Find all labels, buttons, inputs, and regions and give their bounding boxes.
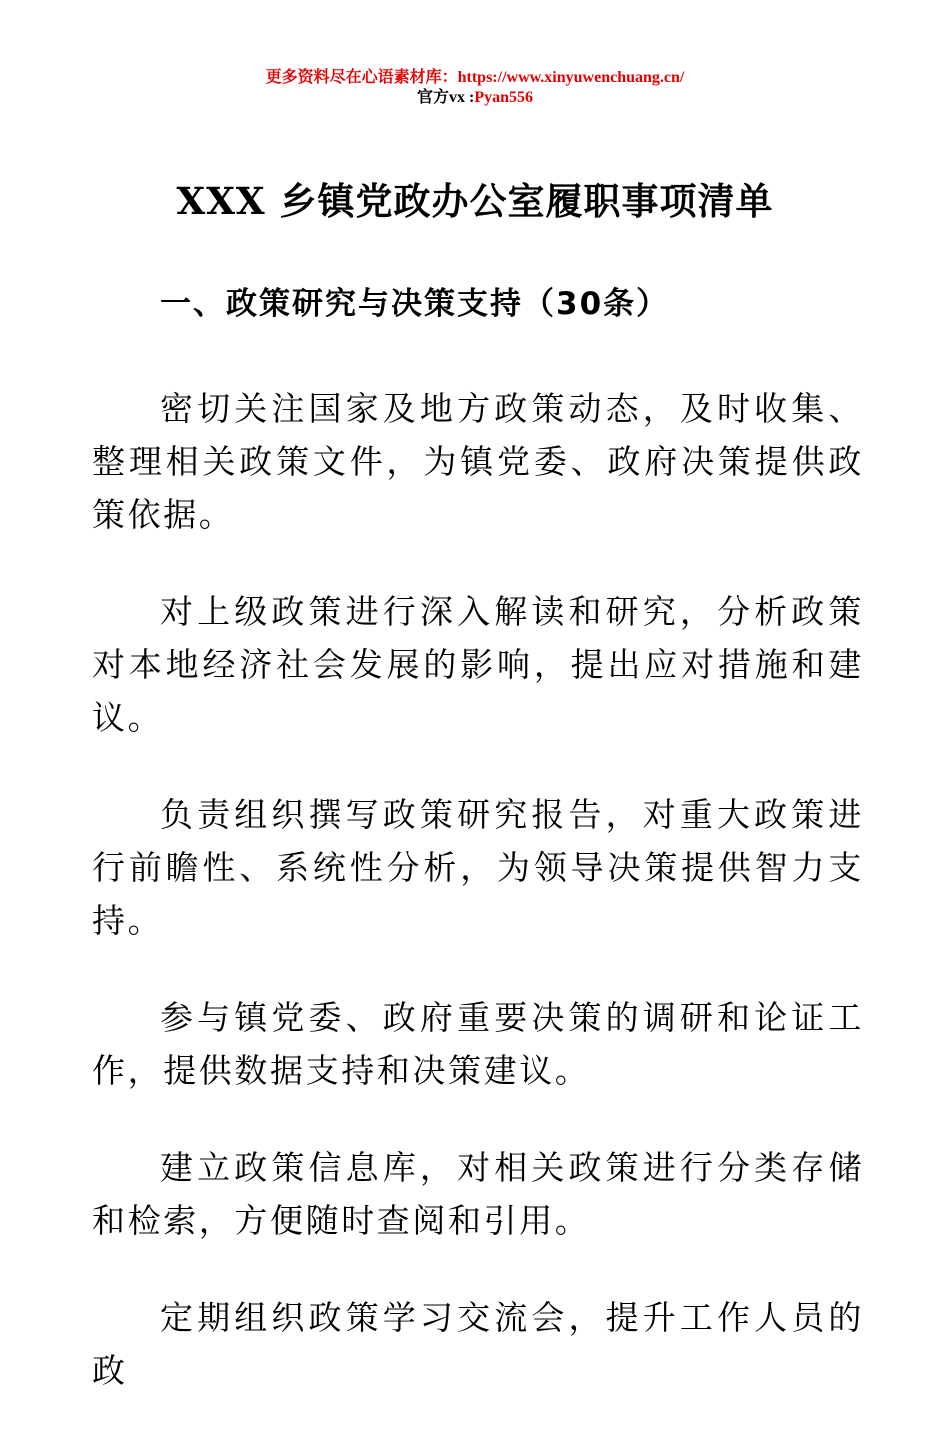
paragraph: 对上级政策进行深入解读和研究，分析政策对本地经济社会发展的影响，提出应对措施和建议。	[92, 592, 864, 737]
section-heading: 一、政策研究与决策支持（30条）	[160, 286, 670, 322]
contact-line	[0, 88, 950, 108]
paragraph: 定期组织政策学习交流会，提升工作人员的政	[92, 1298, 864, 1390]
watermark-header	[0, 68, 950, 108]
paragraph: 建立政策信息库，对相关政策进行分类存储和检索，方便随时查阅和引用。	[92, 1148, 864, 1240]
contact-label: 官方vx :	[416, 89, 475, 106]
source-link-text[interactable]: 更多资料尽在心语素材库：https://www.xinyuwenchuang.cn/	[265, 69, 685, 86]
paragraph: 参与镇党委、政府重要决策的调研和论证工作，提供数据支持和决策建议。	[92, 998, 864, 1090]
document-title: XXX 乡镇党政办公室履职事项清单	[176, 179, 774, 223]
paragraph: 密切关注国家及地方政策动态，及时收集、整理相关政策文件，为镇党委、政府决策提供政策依据。	[92, 389, 864, 534]
paragraph: 负责组织撰写政策研究报告，对重大政策进行前瞻性、系统性分析，为领导决策提供智力支持。	[92, 795, 864, 940]
document-body	[92, 382, 864, 1441]
contact-id: Pyan556	[474, 89, 533, 106]
